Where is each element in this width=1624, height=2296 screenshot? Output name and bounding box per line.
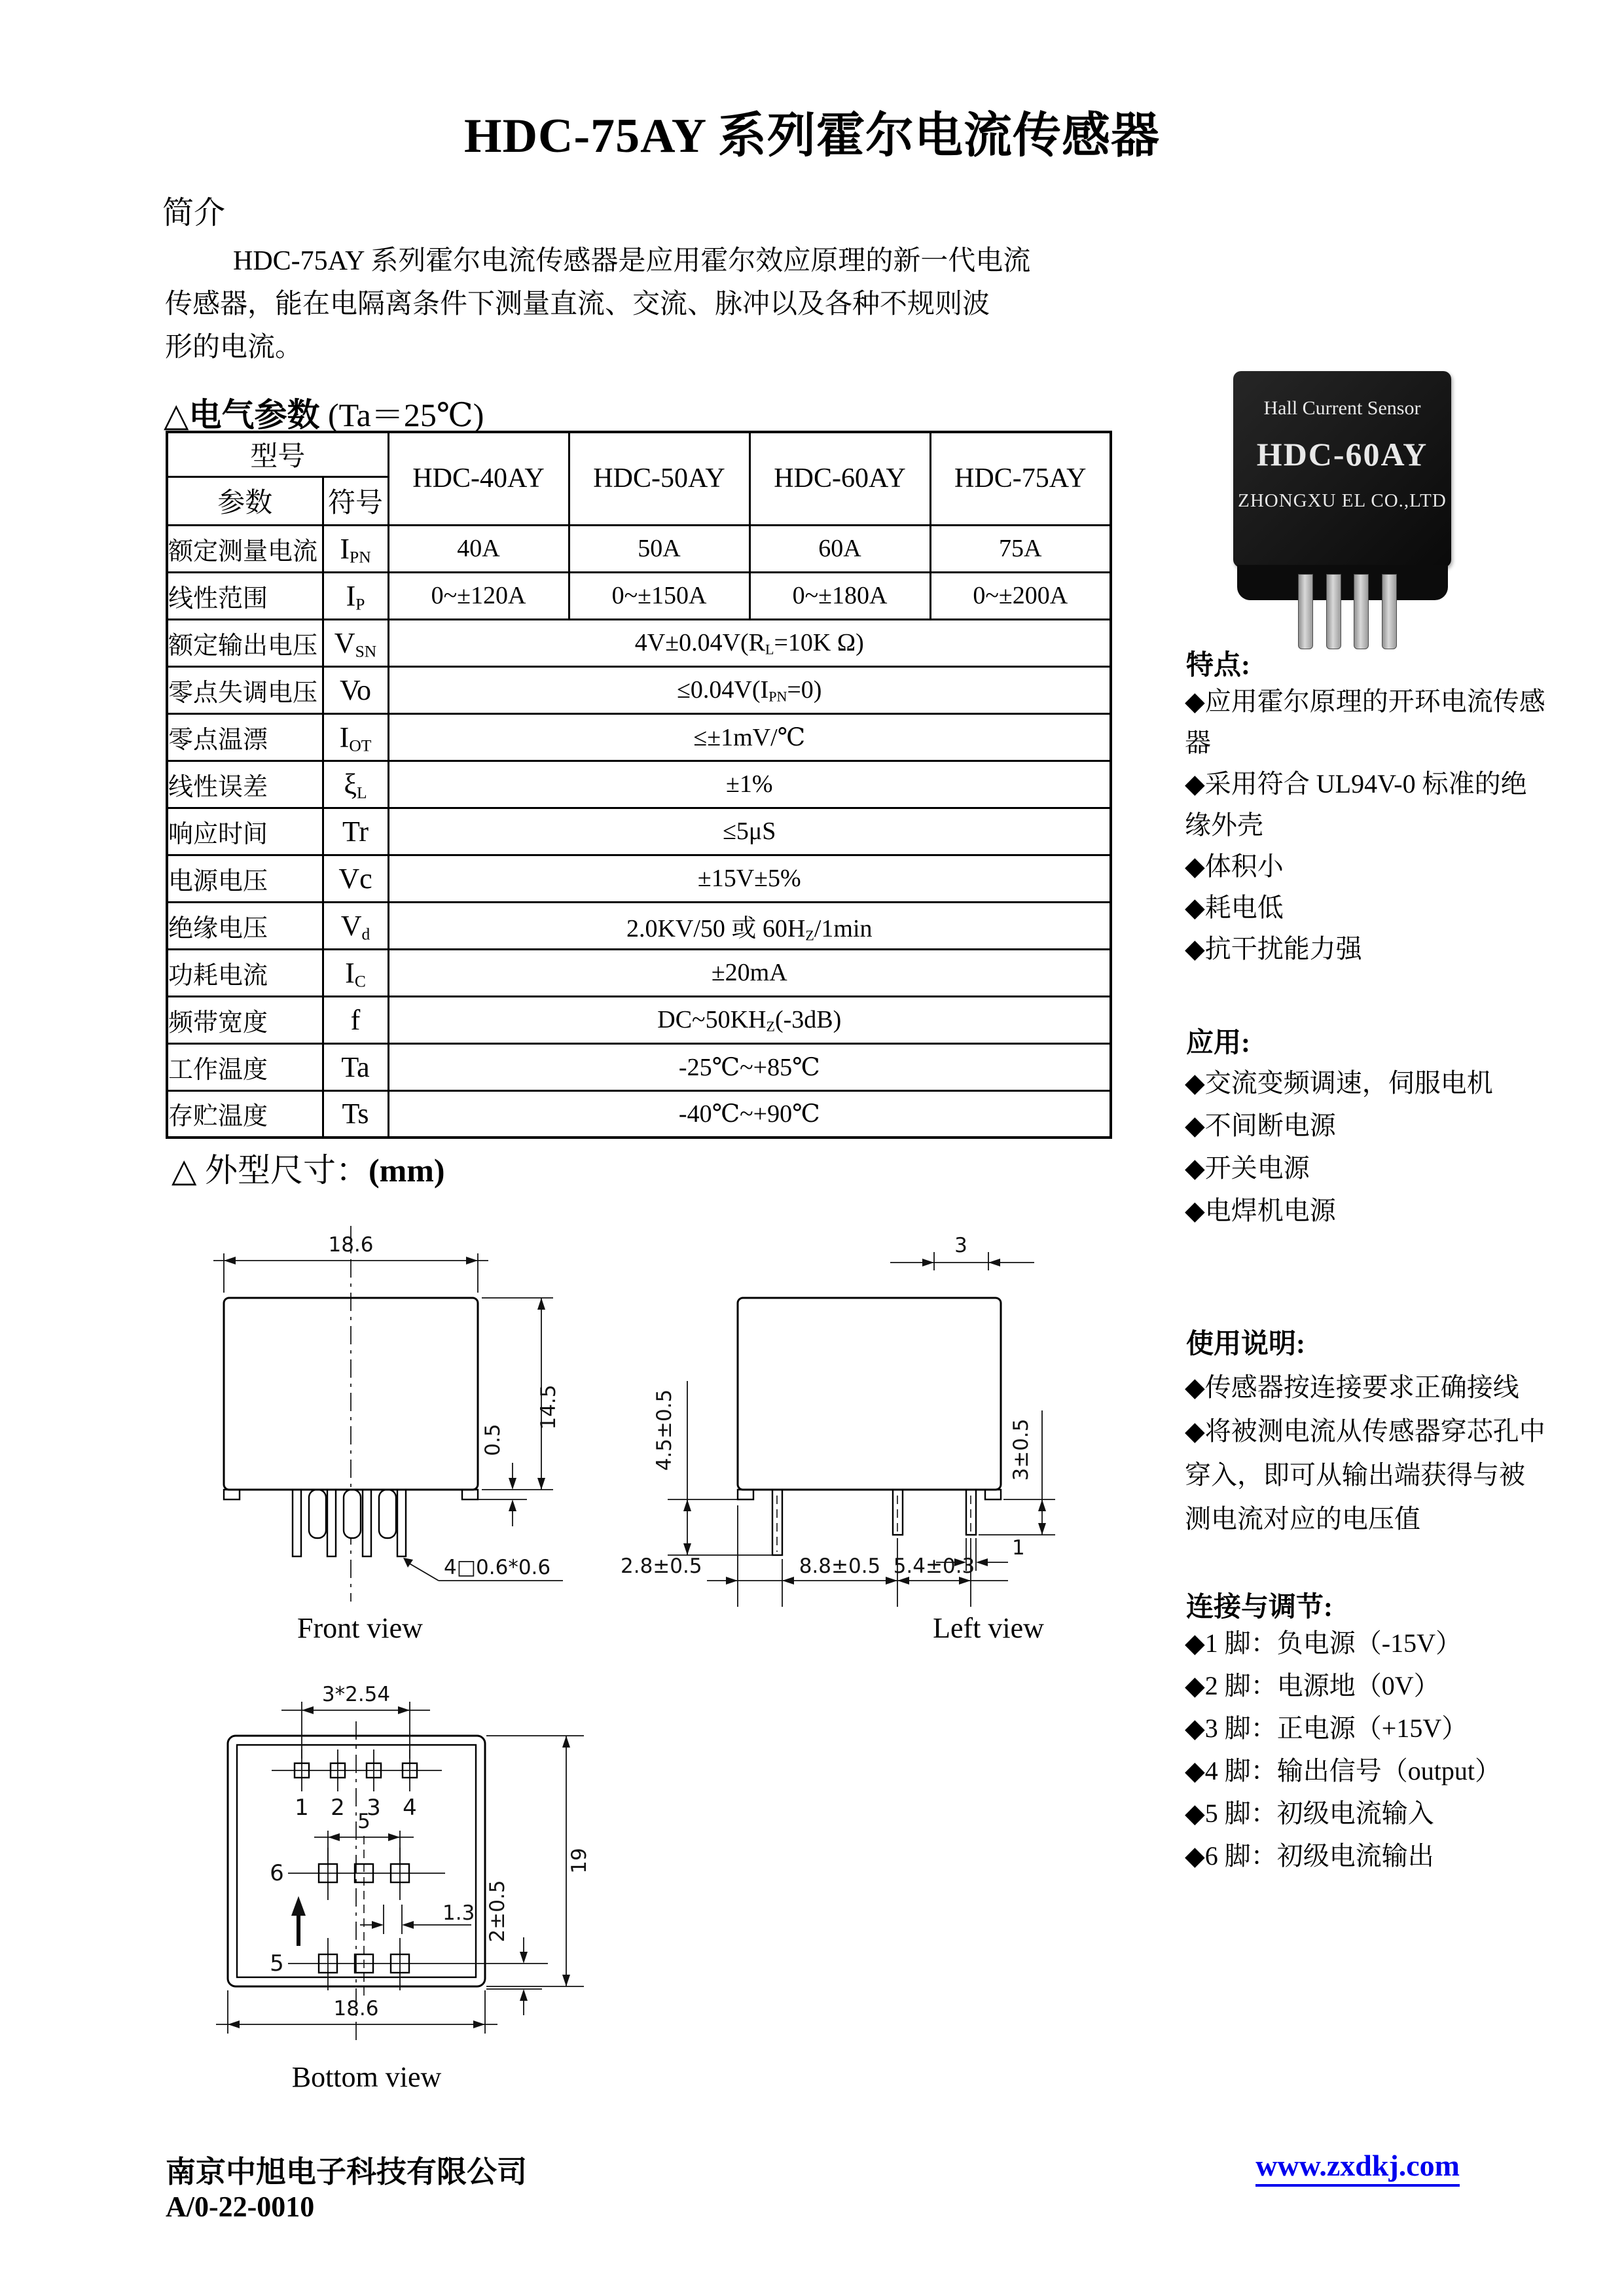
list-item: ◆采用符合 UL94V-0 标准的绝缘外壳 bbox=[1185, 769, 1527, 840]
applications-heading: 应用: bbox=[1186, 1028, 1250, 1058]
list-item: ◆不间断电源 bbox=[1185, 1111, 1336, 1140]
param-label: 线性范围 bbox=[167, 572, 323, 619]
list-item: ◆应用霍尔原理的开环电流传感器 bbox=[1185, 687, 1545, 757]
sensor-base-image bbox=[1237, 565, 1448, 600]
front-dim-foot bbox=[465, 1424, 527, 1526]
list-item: ◆体积小 bbox=[1185, 852, 1284, 881]
param-value: ≤5μS bbox=[388, 808, 1111, 855]
footer-doc-code: A/0-22-0010 bbox=[166, 2191, 315, 2223]
bottom-dim-width bbox=[216, 1990, 497, 2034]
param-value: 0~±200A bbox=[930, 572, 1111, 619]
bottom-dim-edge bbox=[486, 1880, 542, 2016]
list-item: ◆5 脚：初级电流输入 bbox=[1185, 1799, 1434, 1828]
intro-line: 传感器，能在电隔离条件下测量直流、交流、脉冲以及各种不规则波 bbox=[165, 289, 990, 319]
left-view-drawing bbox=[615, 1214, 1126, 1633]
param-symbol: Vc bbox=[323, 855, 388, 902]
pin-number: 1 bbox=[295, 1795, 309, 1821]
param-label: 额定测量电流 bbox=[167, 525, 323, 572]
dim-label: 2±0.5 bbox=[486, 1880, 509, 1943]
param-value: ±1% bbox=[388, 761, 1111, 808]
electrical-params-table bbox=[166, 431, 1112, 1139]
symbol-header: 符号 bbox=[323, 476, 388, 525]
model-header: HDC-40AY bbox=[388, 432, 569, 525]
param-label: 线性误差 bbox=[167, 761, 323, 808]
bottom-pin6-row bbox=[270, 1848, 445, 1900]
sensor-pin-image bbox=[1326, 574, 1341, 649]
list-item: ◆2 脚：电源地（0V） bbox=[1185, 1671, 1440, 1700]
pin-number: 4 bbox=[403, 1795, 417, 1821]
param-symbol: $\xi_L$ bbox=[323, 761, 388, 808]
dims-heading-unit: (mm) bbox=[368, 1152, 445, 1189]
param-value: $DC\sim 50KH_Z(-3dB)$ bbox=[388, 996, 1111, 1043]
params-heading-condition: (Ta＝25℃) bbox=[319, 397, 484, 433]
sensor-pin-image bbox=[1354, 574, 1369, 649]
dim-label: 5 bbox=[357, 1810, 370, 1833]
list-item: ◆开关电源 bbox=[1185, 1153, 1310, 1183]
electrical-params-heading bbox=[164, 389, 484, 436]
bottom-dim-gap bbox=[360, 1901, 475, 1934]
intro-line: 形的电流。 bbox=[165, 332, 303, 363]
bottom-pin5-row bbox=[270, 1938, 548, 1990]
param-value: $4V\pm 0.04V(R_L=10K$ Ω) bbox=[388, 619, 1111, 666]
param-symbol: $I_{OT}$ bbox=[323, 713, 388, 761]
param-value: 0~±180A bbox=[749, 572, 930, 619]
intro-paragraph bbox=[165, 240, 1121, 369]
list-item: ◆将被测电流从传感器穿芯孔中穿入，即可从输出端获得与被测电流对应的电压值 bbox=[1185, 1416, 1545, 1534]
params-heading-cn: △电气参数 bbox=[164, 397, 320, 433]
param-value: ±20mA bbox=[388, 949, 1111, 996]
front-view-label: Front view bbox=[297, 1612, 423, 1644]
table-row bbox=[167, 855, 1111, 902]
table-row bbox=[167, 572, 1111, 619]
param-label: 响应时间 bbox=[167, 808, 323, 855]
param-symbol: $I_C$ bbox=[323, 949, 388, 996]
param-symbol: Ts bbox=[323, 1090, 388, 1138]
left-dim-top bbox=[890, 1234, 1034, 1270]
connection-list bbox=[1185, 1622, 1549, 1877]
param-label: 额定输出电压 bbox=[167, 619, 323, 666]
footer-website-link[interactable] bbox=[1113, 2148, 1460, 2187]
param-value: -25℃~+85℃ bbox=[388, 1043, 1111, 1090]
bottom-top-pin-row bbox=[272, 1749, 442, 1821]
table-row bbox=[167, 902, 1111, 949]
table-row bbox=[167, 808, 1111, 855]
dim-label: 2.8±0.5 bbox=[621, 1554, 702, 1578]
pin-number: 6 bbox=[270, 1860, 284, 1886]
dim-label: 1.3 bbox=[442, 1901, 475, 1925]
param-value: $\le 0.04V(I_{PN}=0)$ bbox=[388, 666, 1111, 713]
dim-label: 4.5±0.5 bbox=[653, 1389, 676, 1471]
table-row bbox=[167, 949, 1111, 996]
param-value: 75A bbox=[930, 525, 1111, 572]
param-value: 0~±120A bbox=[388, 572, 569, 619]
left-dim-chain bbox=[621, 1505, 1008, 1607]
dim-label: 14.5 bbox=[537, 1384, 560, 1430]
connection-heading: 连接与调节: bbox=[1186, 1592, 1333, 1623]
param-symbol: $V_{SN}$ bbox=[323, 619, 388, 666]
intro-heading: 简介 bbox=[162, 196, 226, 230]
up-arrow-icon bbox=[291, 1896, 306, 1946]
table-row bbox=[167, 525, 1111, 572]
param-value: ≤±1mV/℃ bbox=[388, 713, 1111, 761]
dim-label: 0.5 bbox=[481, 1424, 505, 1456]
list-item: ◆交流变频调速，伺服电机 bbox=[1185, 1068, 1493, 1098]
footer-company: 南京中旭电子科技有限公司 bbox=[166, 2155, 527, 2189]
param-value: 0~±150A bbox=[569, 572, 749, 619]
table-row bbox=[167, 761, 1111, 808]
param-label: 工作温度 bbox=[167, 1043, 323, 1090]
param-value: 2.0KV/50 或 $60H_Z/1\min$ bbox=[388, 902, 1111, 949]
pin-note-label: 4□0.6*0.6 bbox=[444, 1556, 551, 1579]
param-symbol: $I_{PN}$ bbox=[323, 525, 388, 572]
intro-line: HDC-75AY 系列霍尔电流传感器是应用霍尔效应原理的新一代电流 bbox=[233, 246, 1031, 276]
product-photo bbox=[1198, 357, 1506, 664]
left-dim-right bbox=[979, 1410, 1055, 1535]
bottom-centerlines bbox=[356, 1721, 364, 2040]
dim-label: 18.6 bbox=[333, 1997, 379, 2020]
param-label: 频带宽度 bbox=[167, 996, 323, 1043]
param-symbol: Vo bbox=[323, 666, 388, 713]
model-header: HDC-50AY bbox=[569, 432, 749, 525]
usage-heading: 使用说明: bbox=[1186, 1329, 1305, 1359]
dim-label: 5.4±0.3 bbox=[893, 1554, 975, 1578]
model-header: HDC-60AY bbox=[749, 432, 930, 525]
param-symbol: f bbox=[323, 996, 388, 1043]
dim-label: 1 bbox=[1012, 1536, 1025, 1560]
list-item: ◆1 脚：负电源（-15V） bbox=[1185, 1628, 1462, 1658]
table-row bbox=[167, 1043, 1111, 1090]
list-item: ◆3 脚：正电源（+15V） bbox=[1185, 1713, 1468, 1743]
model-header: HDC-75AY bbox=[930, 432, 1111, 525]
list-item: ◆传感器按连接要求正确接线 bbox=[1185, 1372, 1519, 1402]
dim-label: 3*2.54 bbox=[321, 1683, 391, 1706]
sensor-body-image bbox=[1233, 371, 1451, 567]
front-pin-note bbox=[403, 1556, 563, 1581]
table-row bbox=[167, 996, 1111, 1043]
param-label: 存贮温度 bbox=[167, 1090, 323, 1138]
param-label: 零点温漂 bbox=[167, 713, 323, 761]
bottom-dim-height bbox=[486, 1736, 591, 1986]
page-title: HDC-75AY 系列霍尔电流传感器 bbox=[464, 109, 1160, 163]
website-url[interactable]: www.zxdkj.com bbox=[1255, 2148, 1460, 2187]
param-symbol: Ta bbox=[323, 1043, 388, 1090]
table-row bbox=[167, 1090, 1111, 1138]
applications-list bbox=[1185, 1062, 1549, 1232]
left-dim-pin-length bbox=[653, 1381, 772, 1555]
param-label: 功耗电流 bbox=[167, 949, 323, 996]
model-corner-cell: 型号 bbox=[167, 432, 388, 476]
table-row bbox=[167, 666, 1111, 713]
pin-number: 3 bbox=[367, 1795, 381, 1821]
param-label: 电源电压 bbox=[167, 855, 323, 902]
param-label: 零点失调电压 bbox=[167, 666, 323, 713]
dim-label: 19 bbox=[568, 1848, 591, 1874]
left-pins bbox=[772, 1490, 976, 1555]
dim-label: 3±0.5 bbox=[1009, 1418, 1033, 1481]
param-symbol: $I_P$ bbox=[323, 572, 388, 619]
param-value: -40℃~+90℃ bbox=[388, 1090, 1111, 1138]
param-value: ±15V±5% bbox=[388, 855, 1111, 902]
list-item: ◆耗电低 bbox=[1185, 893, 1284, 922]
bottom-view-label: Bottom view bbox=[291, 2061, 442, 2093]
front-dim-height bbox=[482, 1298, 560, 1490]
bottom-view-drawing bbox=[183, 1672, 641, 2055]
param-symbol: Tr bbox=[323, 808, 388, 855]
list-item: ◆6 脚：初级电流输出 bbox=[1185, 1841, 1434, 1871]
left-view-label: Left view bbox=[933, 1612, 1044, 1644]
param-symbol: $V_d$ bbox=[323, 902, 388, 949]
dim-label: 18.6 bbox=[328, 1233, 374, 1257]
table-row bbox=[167, 713, 1111, 761]
features-heading: 特点: bbox=[1186, 651, 1250, 681]
sensor-pin-image bbox=[1382, 574, 1397, 649]
list-item: ◆抗干扰能力强 bbox=[1185, 934, 1362, 963]
photo-caption-type: Hall Current Sensor bbox=[1263, 397, 1421, 419]
dim-label: 8.8±0.5 bbox=[799, 1554, 881, 1578]
front-pins bbox=[293, 1490, 406, 1556]
list-item: ◆电焊机电源 bbox=[1185, 1196, 1336, 1225]
sensor-pin-image bbox=[1298, 574, 1313, 649]
param-label: 绝缘电压 bbox=[167, 902, 323, 949]
pin-number: 2 bbox=[331, 1795, 345, 1821]
left-body bbox=[738, 1298, 1001, 1499]
dim-label: 3 bbox=[954, 1234, 967, 1257]
table-row bbox=[167, 619, 1111, 666]
param-value: 60A bbox=[749, 525, 930, 572]
dimensions-heading bbox=[171, 1144, 445, 1191]
param-value: 50A bbox=[569, 525, 749, 572]
features-list bbox=[1185, 681, 1549, 969]
photo-caption-model: HDC-60AY bbox=[1256, 436, 1428, 473]
list-item: ◆4 脚：输出信号（output） bbox=[1185, 1756, 1501, 1785]
photo-caption-company: ZHONGXU EL CO.,LTD bbox=[1238, 490, 1447, 511]
usage-list bbox=[1185, 1365, 1549, 1541]
dims-heading-cn: △ 外型尺寸： bbox=[171, 1152, 369, 1189]
param-header: 参数 bbox=[167, 476, 323, 525]
pin-number: 5 bbox=[270, 1950, 284, 1977]
param-value: 40A bbox=[388, 525, 569, 572]
